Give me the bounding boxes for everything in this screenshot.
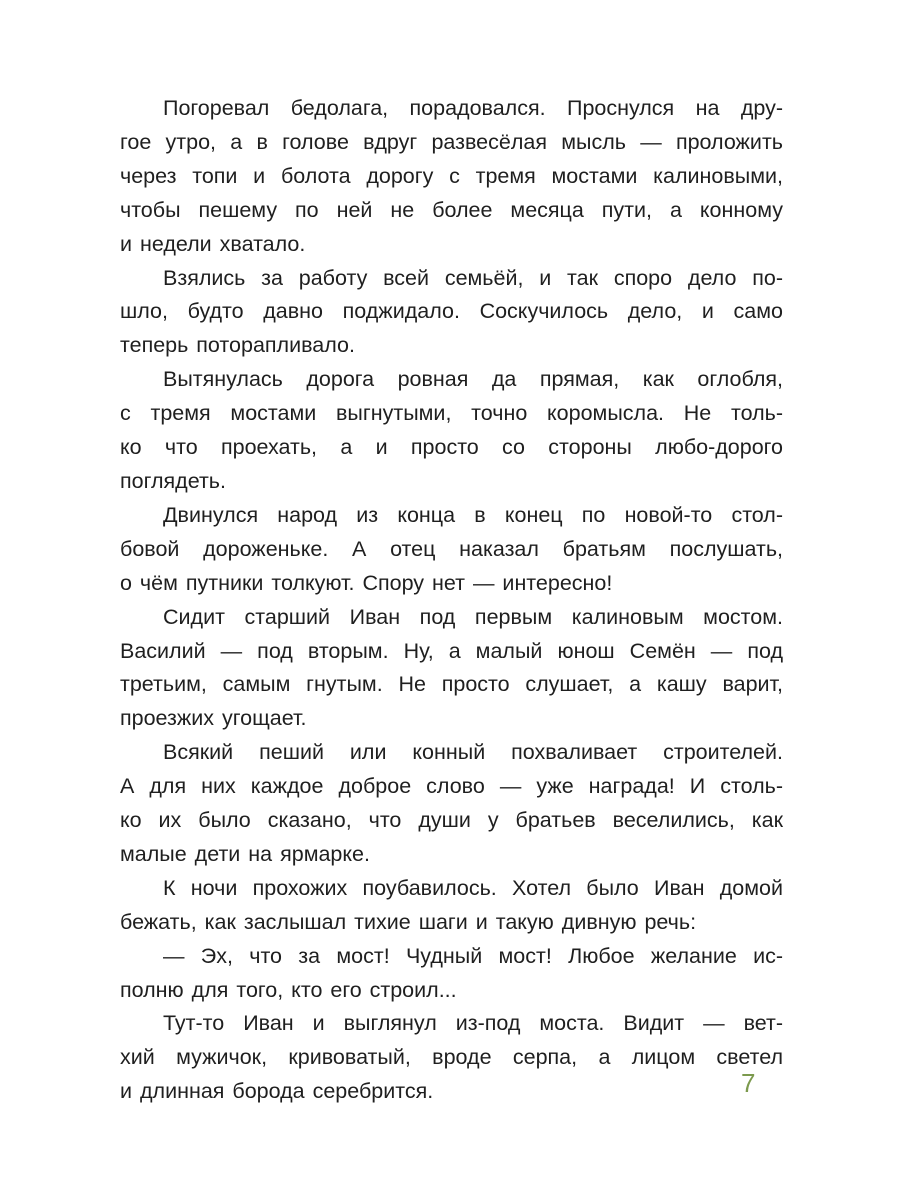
paragraph xyxy=(120,1007,783,1109)
text-line: через топи и болота дорогу с тремя мостами калиновыми, xyxy=(120,163,783,188)
text-line: поглядеть. xyxy=(120,468,226,493)
text-line: Взялись за работу всей семьёй, и так споро дело по- xyxy=(163,265,783,290)
text-line: чтобы пешему по ней не более месяца пути, а конному xyxy=(120,197,783,222)
paragraph xyxy=(120,736,783,872)
text-line: полню для того, кто его строил... xyxy=(120,977,457,1002)
text-line: ко их было сказано, что души у братьев веселились, как xyxy=(120,808,783,833)
text-line: Василий — под вторым. Ну, а малый юнош Семён — под xyxy=(120,638,783,663)
paragraph xyxy=(120,601,783,737)
text-line: гое утро, а в голове вдруг развесёлая мысль — проложить xyxy=(120,129,783,154)
text-line: бовой дороженьке. А отец наказал братьям послушать, xyxy=(120,536,783,561)
text-line: К ночи прохожих поубавилось. Хотел было Иван домой xyxy=(163,875,783,900)
page-body-text xyxy=(120,92,783,1109)
text-line: Вытянулась дорога ровная да прямая, как оглобля, xyxy=(163,367,783,392)
text-line: Сидит старший Иван под первым калиновым мостом. xyxy=(163,604,783,629)
text-line: — Эх, что за мост! Чудный мост! Любое желание ис- xyxy=(163,943,783,968)
text-line: проезжих угощает. xyxy=(120,706,307,731)
text-line: теперь поторапливало. xyxy=(120,333,355,358)
paragraph xyxy=(120,940,783,1008)
text-line: с тремя мостами выгнутыми, точно коромысла. Не толь- xyxy=(120,401,783,426)
paragraph xyxy=(120,872,783,940)
text-line: ко что проехать, а и просто со стороны любо-дорого xyxy=(120,435,783,460)
text-line: малые дети на ярмарке. xyxy=(120,841,370,866)
text-line: шло, будто давно поджидало. Соскучилось дело, и само xyxy=(120,299,783,324)
page-number: 7 xyxy=(741,1068,756,1098)
text-line: и длинная борода серебрится. xyxy=(120,1079,434,1104)
text-line: о чём путники толкуют. Спору нет — интересно! xyxy=(120,570,613,595)
paragraph xyxy=(120,262,783,364)
paragraph xyxy=(120,499,783,601)
text-line: А для них каждое доброе слово — уже награда! И столь- xyxy=(120,774,783,799)
text-line: и недели хватало. xyxy=(120,231,306,256)
text-line: Погоревал бедолага, порадовался. Проснулся на дру- xyxy=(163,96,783,120)
text-line: третьим, самым гнутым. Не просто слушает, а кашу варит, xyxy=(120,672,783,697)
paragraph xyxy=(120,363,783,499)
text-line: Двинулся народ из конца в конец по новой-то стол- xyxy=(163,502,783,527)
text-line: хий мужичок, кривоватый, вроде серпа, а лицом светел xyxy=(120,1045,783,1070)
text-line: Всякий пеший или конный похваливает строителей. xyxy=(163,740,783,765)
paragraph xyxy=(120,92,783,262)
text-line: Тут-то Иван и выглянул из-под моста. Видит — вет- xyxy=(163,1011,783,1036)
text-line: бежать, как заслышал тихие шаги и такую дивную речь: xyxy=(120,909,697,934)
